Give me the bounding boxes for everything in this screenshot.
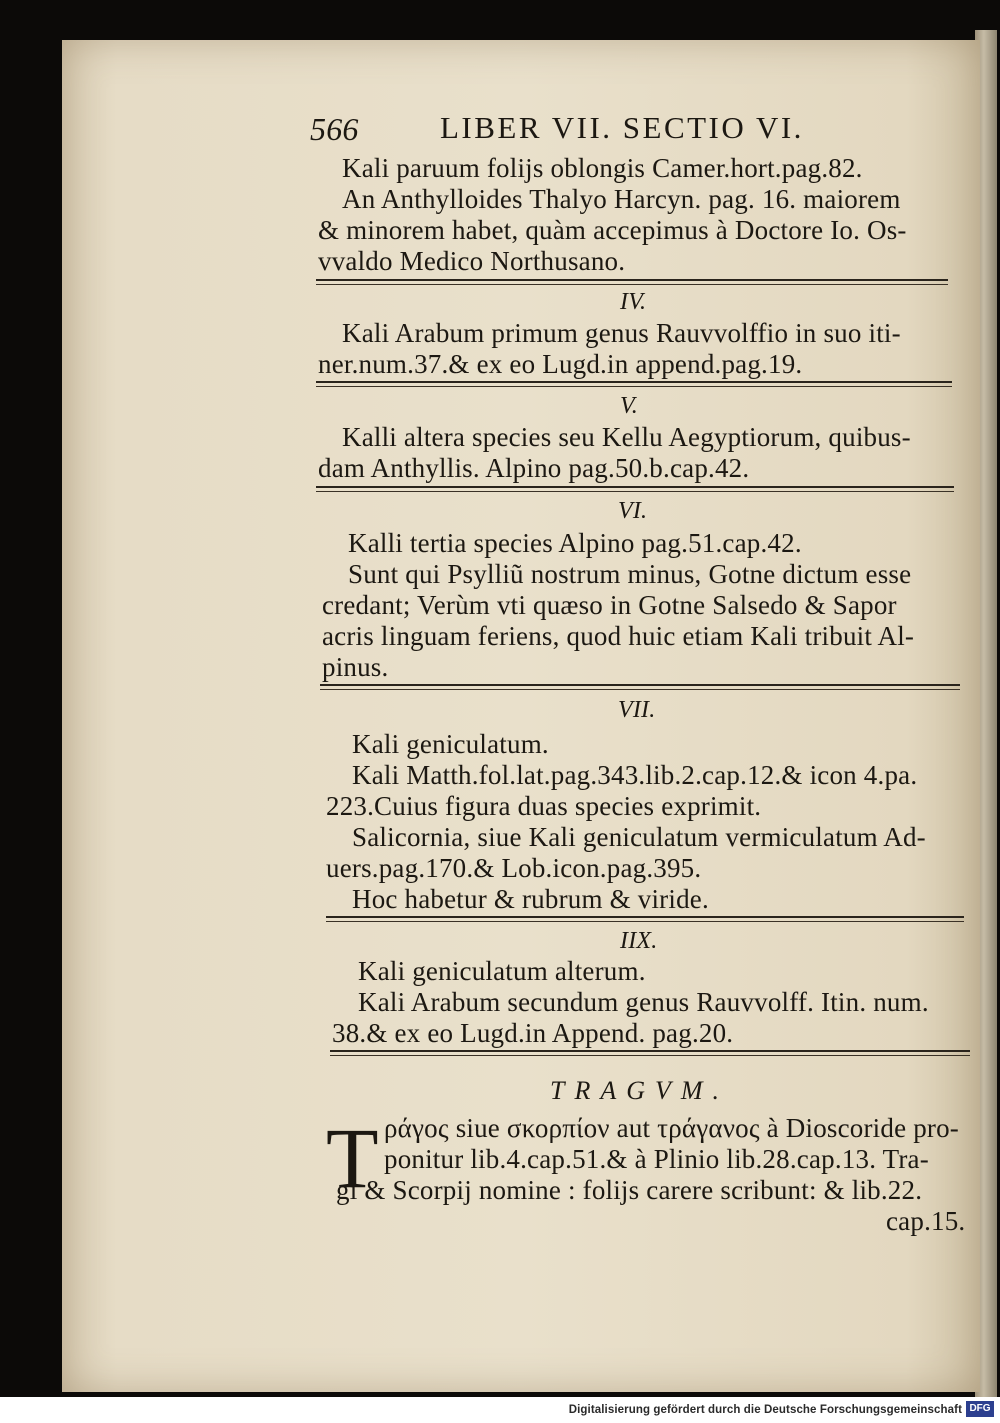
section-numeral: IV.: [620, 289, 647, 315]
section-rule: [320, 684, 960, 690]
section-heading: TRAGVM.: [550, 1076, 730, 1105]
page-number: 566: [310, 111, 359, 147]
text-line: 38.& ex eo Lugd.in Append. pag.20.: [332, 1018, 734, 1048]
section-rule: [316, 381, 952, 387]
section-rule: [316, 279, 948, 285]
text-line: Kali paruum folijs oblongis Camer.hort.pag.82.: [342, 153, 863, 183]
text-line: Kali Arabum primum genus Rauvvolffio in suo iti-: [342, 318, 901, 348]
running-head: LIBER VII. SECTIO VI.: [440, 110, 804, 145]
drop-cap: T: [326, 1110, 379, 1206]
text-line: ράγος siue σκορπίον aut τράγανος à Dioscoride pro-: [384, 1113, 959, 1143]
text-line: 223.Cuius figura duas species exprimit.: [326, 791, 762, 821]
text-line: gi & Scorpij nomine : folijs carere scribunt: & lib.22.: [336, 1175, 923, 1205]
text-line: Salicornia, siue Kali geniculatum vermiculatum Ad-: [352, 822, 926, 852]
text-line: An Anthylloides Thalyo Harcyn. pag. 16. maiorem: [342, 184, 901, 214]
text-line: Kali geniculatum.: [352, 729, 549, 759]
text-line: Kali Arabum secundum genus Rauvvolff. Itin. num.: [358, 987, 929, 1017]
text-line: Kali geniculatum alterum.: [358, 956, 646, 986]
section-numeral: IIX.: [620, 928, 658, 954]
text-line: Kalli tertia species Alpino pag.51.cap.42.: [348, 528, 802, 558]
section-rule: [330, 1050, 970, 1056]
text-line: pinus.: [322, 652, 389, 682]
text-line: Kali Matth.fol.lat.pag.343.lib.2.cap.12.& icon 4.pa.: [352, 760, 918, 790]
dfg-logo: DFG: [966, 1401, 994, 1417]
text-line: Hoc habetur & rubrum & viride.: [352, 884, 709, 914]
footer-credit: Digitalisierung gefördert durch die Deutsche Forschungsgemeinschaft: [568, 1404, 962, 1416]
section-rule: [316, 486, 954, 492]
text-line: acris linguam feriens, quod huic etiam Kali tribuit Al-: [322, 621, 915, 651]
section-numeral: VII.: [618, 697, 656, 723]
text-line: Kalli altera species seu Kellu Aegyptiorum, quibus-: [342, 422, 911, 452]
section-numeral: VI.: [618, 498, 648, 524]
text-line: & minorem habet, quàm accepimus à Doctore Io. Os-: [318, 215, 907, 245]
text-line: cap.15.: [886, 1206, 966, 1236]
section-numeral: V.: [620, 393, 638, 419]
text-line: uers.pag.170.& Lob.icon.pag.395.: [326, 853, 702, 883]
text-line: dam Anthyllis. Alpino pag.50.b.cap.42.: [318, 453, 750, 483]
text-line: ponitur lib.4.cap.51.& à Plinio lib.28.cap.13. Tra-: [384, 1144, 929, 1174]
text-line: credant; Verùm vti quæso in Gotne Salsedo & Sapor: [322, 590, 897, 620]
section-rule: [326, 916, 964, 922]
text-line: Sunt qui Psylliũ nostrum minus, Gotne dictum esse: [348, 559, 912, 589]
text-line: vvaldo Medico Northusano.: [318, 246, 626, 276]
text-line: ner.num.37.& ex eo Lugd.in append.pag.19.: [318, 349, 803, 379]
